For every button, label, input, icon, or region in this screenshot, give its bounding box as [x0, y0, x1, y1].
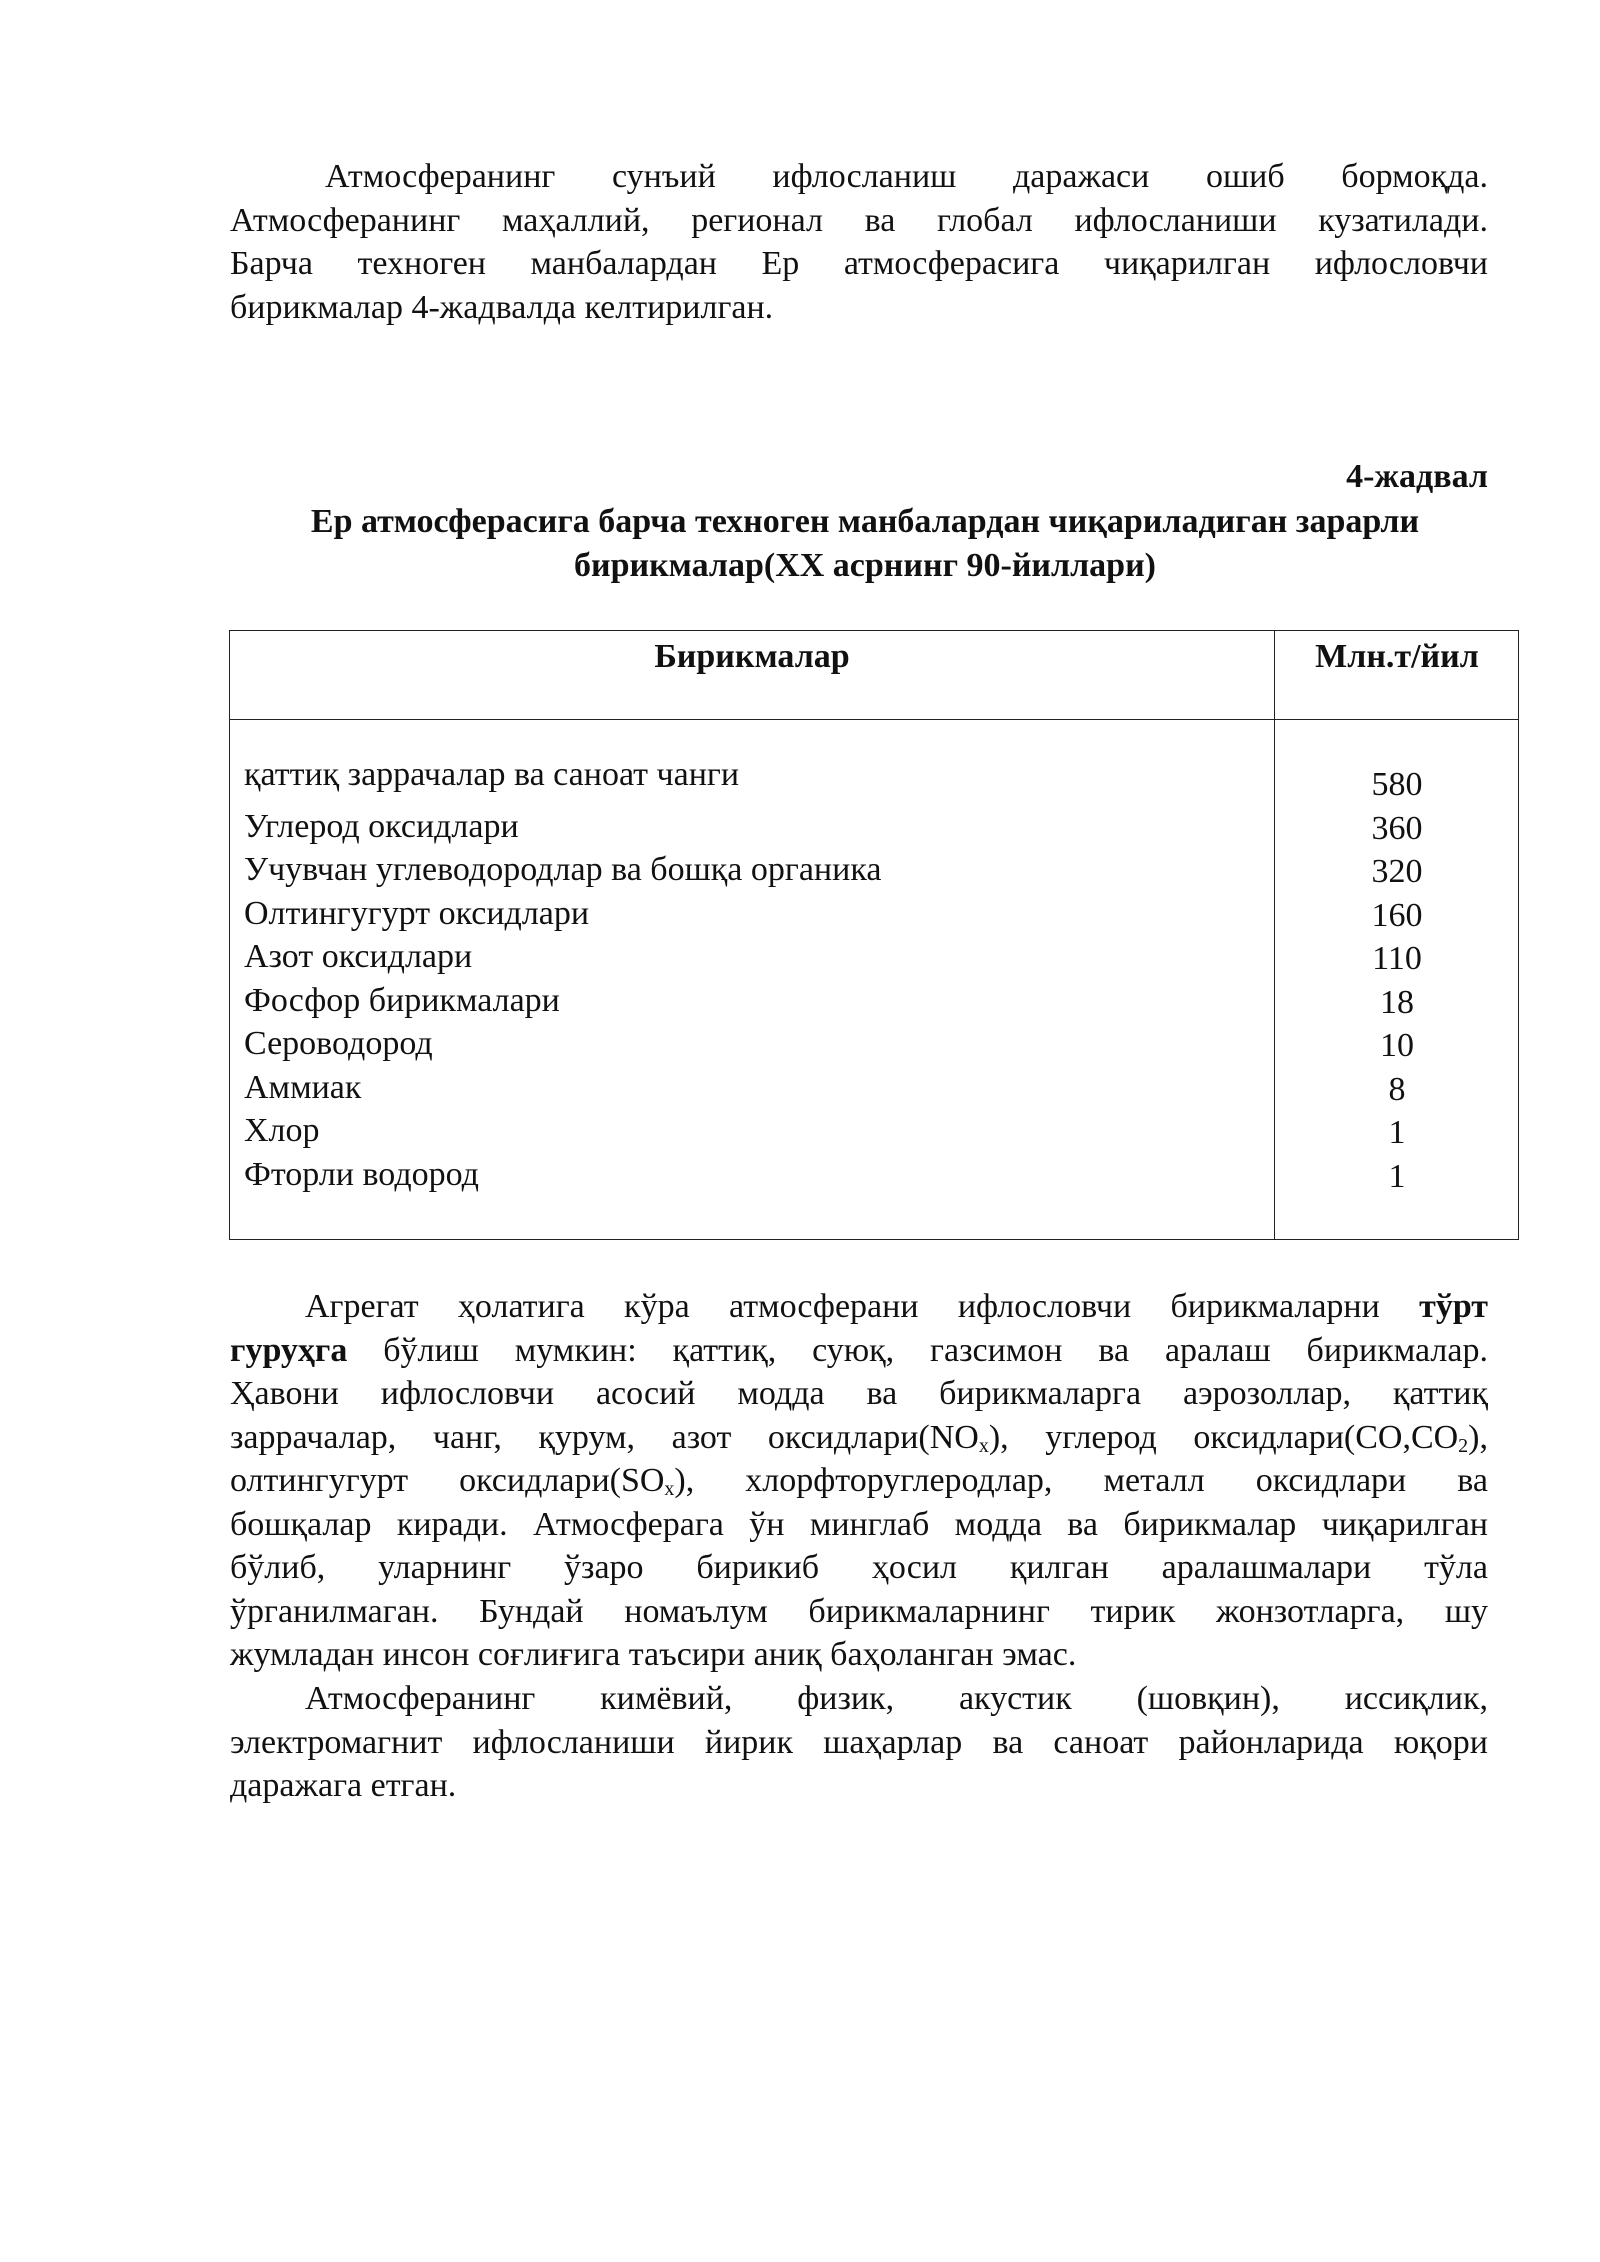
paragraph-line: Атмосферанинг кимёвий, физик, акустик (шовқин), иссиқлик, — [305, 1680, 1488, 1717]
column-header-compounds: Бирикмалар — [654, 638, 850, 675]
compound-name: Сероводород — [244, 1025, 433, 1062]
amount-value: 1 — [1388, 1157, 1406, 1195]
text-run: ), хлорфторуглеродлар, металл оксидлари ва — [674, 1462, 1488, 1499]
amount-value: 8 — [1388, 1070, 1406, 1108]
compound-name: Учувчан углеводородлар ва бошқа органика — [244, 851, 882, 888]
compound-name: Углерод оксидлари — [244, 807, 519, 845]
pollution-paragraph — [230, 1677, 1488, 1808]
text-run: бўлиш мумкин: қаттиқ, суюқ, газсимон ва аралаш бирикмалар. — [347, 1331, 1488, 1369]
compound-name: қаттиқ заррачалар ва саноат чанги — [244, 756, 740, 793]
paragraph-line: Атмосферанинг сунъий ифлосланиш даражаси ошиб бормоқда. — [325, 158, 1488, 195]
intro-paragraph — [230, 155, 1488, 329]
subscript: x — [978, 1434, 989, 1457]
paragraph-line — [230, 1329, 1488, 1373]
subscript: x — [664, 1478, 675, 1500]
aggregate-state-paragraph — [230, 1285, 1488, 1677]
paragraph-line: бошқалар киради. Атмосферага ўн минглаб модда ва бирикмалар чиқарилган — [230, 1505, 1488, 1543]
compound-name: Фторли водород — [244, 1155, 479, 1193]
paragraph-line: бирикмалар 4-жадвалда келтирилган. — [230, 288, 774, 326]
amount-value: 160 — [1371, 896, 1423, 934]
text-run: ), углерод оксидлари(CO,CO — [988, 1418, 1459, 1456]
text-run: олтингугурт оксидлари(SO — [230, 1462, 665, 1499]
amount-value: 110 — [1372, 940, 1422, 977]
compound-name: Фосфор бирикмалари — [244, 981, 560, 1019]
paragraph-line — [230, 1459, 1488, 1503]
paragraph-line: бўлиб, уларнинг ўзаро бирикиб ҳосил қилган аралашмалари тўла — [230, 1549, 1488, 1586]
column-header-amount: Млн.т/йил — [1315, 638, 1479, 675]
amount-value: 1 — [1388, 1114, 1406, 1151]
table-title-line: бирикмалар(XX асрнинг 90-йиллари) — [573, 547, 1156, 584]
paragraph-line — [230, 1285, 1488, 1329]
compound-name: Азот оксидлари — [244, 938, 473, 975]
compound-names-cell — [244, 753, 881, 1196]
amount-value: 580 — [1371, 766, 1423, 803]
amount-value: 18 — [1380, 983, 1414, 1021]
compound-name: Хлор — [244, 1112, 320, 1149]
paragraph-line: электромагнит ифлосланиши йирик шаҳарлар ва саноат районларида юқори — [230, 1723, 1488, 1761]
compound-name: Олтингугурт оксидлари — [244, 894, 590, 932]
amount-values-cell — [1274, 763, 1520, 1198]
table-number-label: 4-жадвал — [1346, 458, 1488, 495]
paragraph-line — [230, 1416, 1488, 1460]
paragraph-line: жумладан инсон соғлиғига таъсири аниқ баҳоланган эмас. — [230, 1636, 1077, 1673]
compound-name: Аммиак — [244, 1068, 362, 1106]
bold-text: тўрт — [1419, 1288, 1488, 1325]
amount-value: 320 — [1371, 853, 1423, 890]
compounds-table — [229, 630, 1519, 1240]
paragraph-line: даражага етган. — [230, 1767, 457, 1804]
paragraph-line: Барча техноген манбалардан Ер атмосферасига чиқарилган ифлословчи — [230, 245, 1488, 282]
text-run: Агрегат ҳолатига кўра атмосферани ифлословчи бирикмаларни — [305, 1288, 1420, 1325]
text-run: ), — [1468, 1418, 1488, 1456]
paragraph-line: ўрганилмаган. Бундай номаълум бирикмаларнинг тирик жонзотларга, шу — [230, 1592, 1488, 1630]
bold-text: гуруҳга — [230, 1331, 348, 1369]
paragraph-line: Ҳавони ифлословчи асосий модда ва бирикмаларга аэрозоллар, қаттиқ — [230, 1375, 1488, 1412]
paragraph-line: Атмосферанинг маҳаллий, регионал ва глобал ифлосланиши кузатилади. — [230, 201, 1488, 239]
subscript: 2 — [1458, 1434, 1469, 1457]
table-header-divider — [230, 719, 1518, 720]
amount-value: 10 — [1380, 1027, 1414, 1064]
text-run: заррачалар, чанг, қурум, азот оксидлари(NO — [230, 1418, 979, 1456]
table-title-line: Ер атмосферасига барча техноген манбалардан чиқариладиган зарарли — [310, 503, 1420, 540]
amount-value: 360 — [1371, 809, 1423, 847]
table-title — [200, 500, 1530, 588]
